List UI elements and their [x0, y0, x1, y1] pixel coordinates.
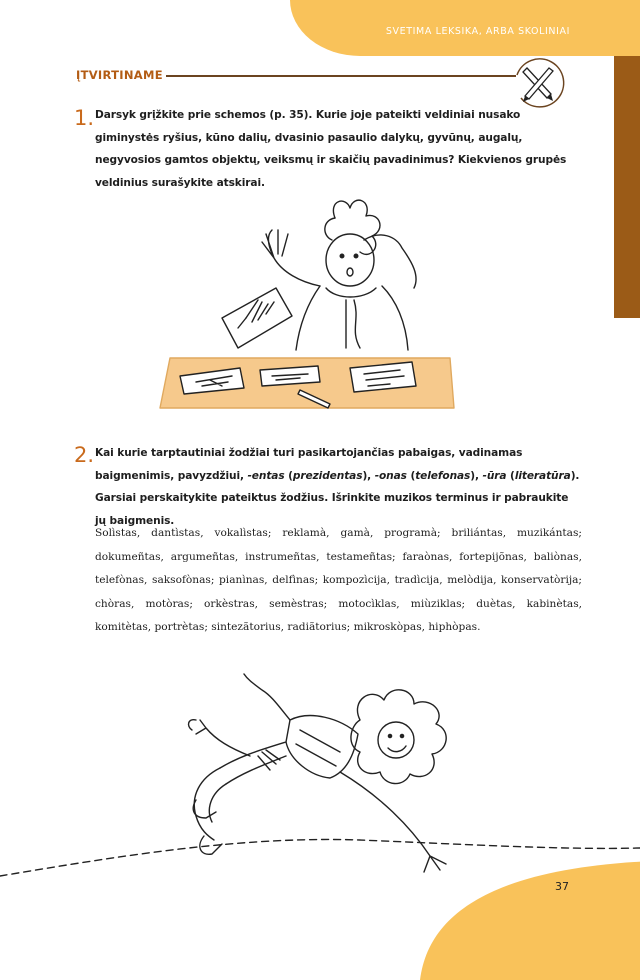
dancing-girl-illustration: [0, 660, 640, 890]
example-word-1: prezidentas: [292, 469, 363, 482]
example-ending-1: -entas: [247, 469, 285, 482]
footer-band: [400, 860, 640, 980]
student-thinking-illustration: [150, 190, 470, 410]
task-2-text: Kai kurie tarptautiniai žodžiai turi pasikartojančias pabaigas, vadinamas baigmenimis, pavyzdžiui, -entas (prezidentas), -onas (telefonas), -ūra (literatūra). Garsiai perskaitykite pateiktus žodžius. Išrinkite muzikos terminus ir pabraukite jų baigmenis.: [95, 447, 580, 527]
task-1-number: 1.: [74, 106, 95, 130]
example-word-2: telefonas: [415, 469, 471, 482]
example-word-3: literatūra: [514, 469, 571, 482]
running-title: SVETIMA LEKSIKA, ARBA SKOLINIAI: [385, 26, 570, 37]
task-2-number: 2.: [74, 443, 95, 467]
section-rule: [166, 75, 516, 77]
example-ending-3: -ūra: [482, 469, 507, 482]
page-number: 37: [555, 880, 569, 893]
word-list: Solìstas, dantìstas, vokalìstas; reklamà, gamà, programà; briliántas, muzikántas; dokumeñtas, argumeñtas, instrumeñtas, testameñtas; faraònas, fortepijõnas, baliònas, telefònas, saksofònas; pianìnas, delfìnas; kompozìcija, tradìcija, melòdija, konservatòrija; chòras, motòras; orkèstras, semèstras; motocìklas, miùziklas; duètas, kabinètas, komitètas, portrètas; sintezãtorius, radiãtorius; mikroskòpas, hiphòpas.: [95, 527, 582, 634]
task-2-intro: Kai kurie tarptautiniai žodžiai turi pasikartojančias pabaigas, vadinamas baigmenimis, pavyzdžiui,: [95, 447, 523, 482]
example-ending-2: -onas: [374, 469, 407, 482]
task-2-instruction: Garsiai perskaitykite pateiktus žodžius. Išrinkite muzikos terminus ir pabraukite jų baigmenis.: [95, 492, 569, 527]
task-1-text: Darsyk grįžkite prie schemos (p. 35). Kurie joje pateikti veldiniai nusako giminystės ryšius, kūno dalių, dvasinio pasaulio dalykų, gyvūnų, augalų, negyvosios gamtos objektų, veiksmų ir skaičių pavadinimus? Kiekvienos grupės veldinius surašykite atskirai.: [95, 109, 567, 189]
chapter-tab: [614, 56, 640, 318]
section-title: ĮTVIRTINAME: [76, 68, 163, 82]
